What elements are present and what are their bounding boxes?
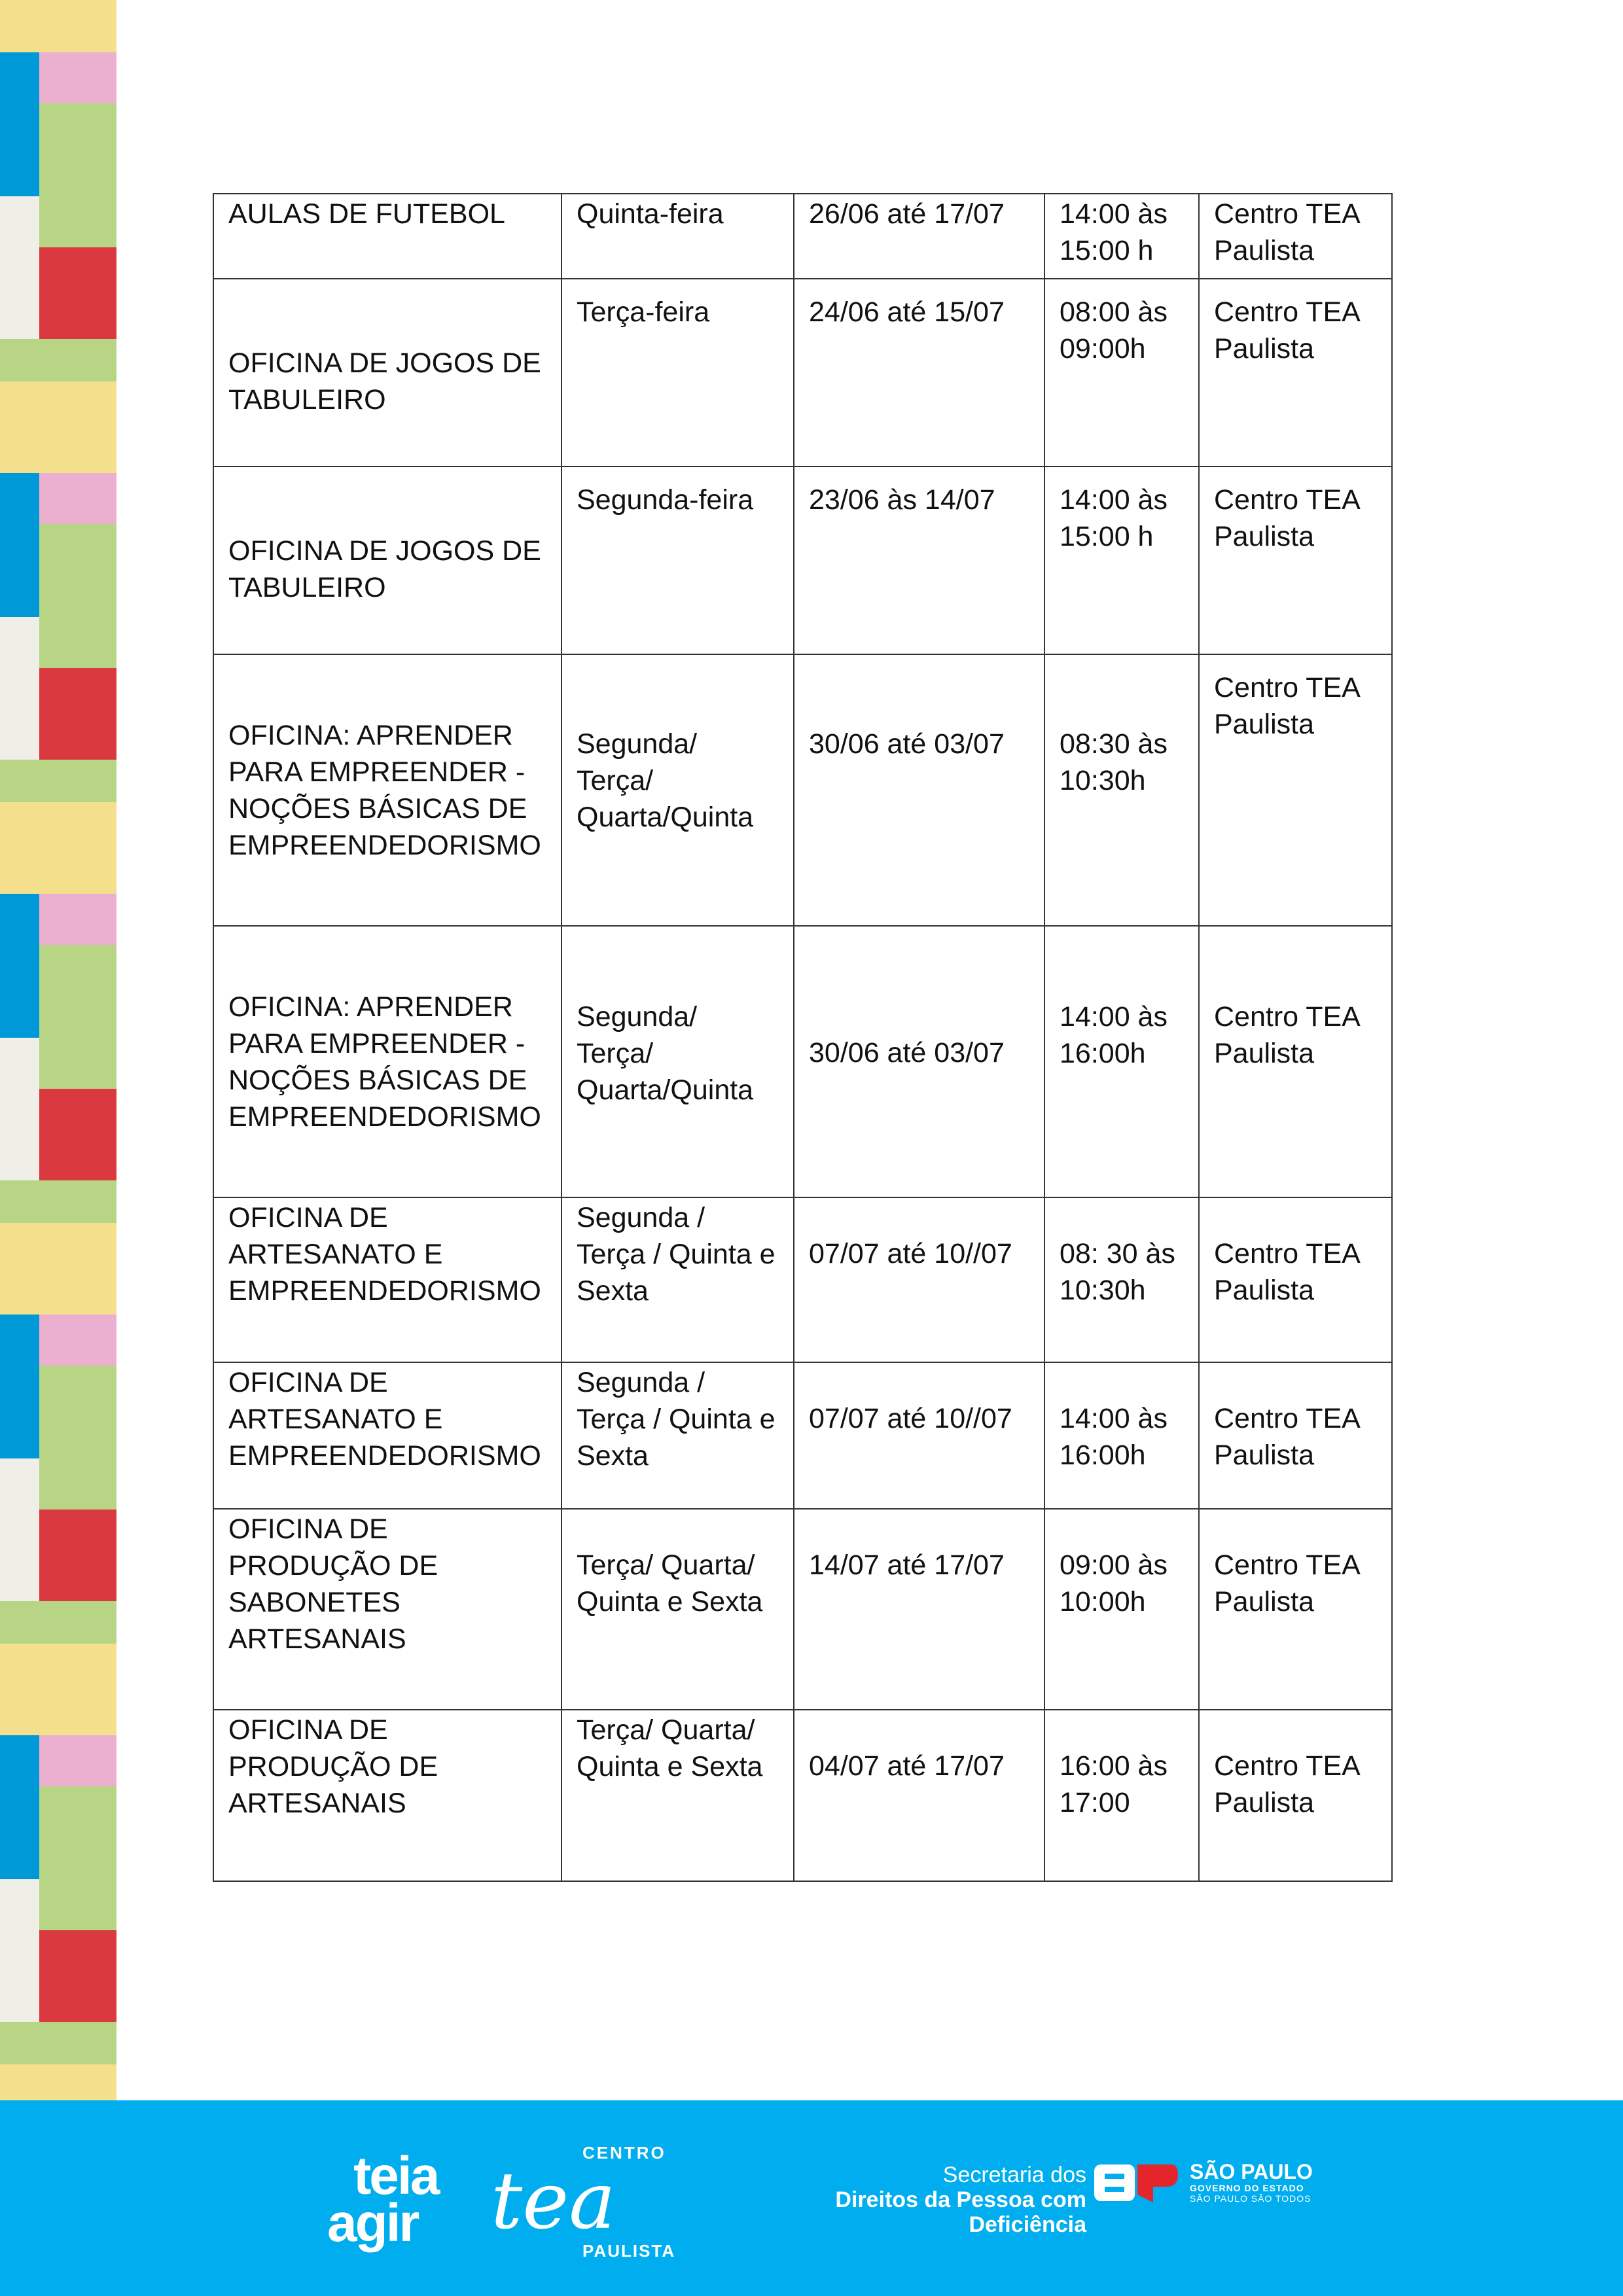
activity-cell: OFICINA DE PRODUÇÃO DE SABONETES ARTESANAIS — [213, 1509, 562, 1710]
stripe-block — [0, 841, 116, 894]
stripe-block — [39, 1735, 116, 1786]
stripe-block — [39, 1089, 116, 1180]
activity-cell: OFICINA DE ARTESANATO E EMPREENDEDORISMO — [213, 1197, 562, 1362]
tea-logo-word: tea — [491, 2156, 616, 2247]
stripe-block — [0, 2022, 116, 2064]
sp-emblem-icon — [1094, 2161, 1179, 2206]
table-row — [213, 1509, 1392, 1710]
table-row — [213, 1362, 1392, 1509]
days-cell: Terça/ Quarta/ Quinta e Sexta — [562, 1710, 794, 1881]
stripe-block — [39, 894, 116, 945]
activity-cell: AULAS DE FUTEBOL — [213, 194, 562, 279]
stripe-block — [39, 1930, 116, 2022]
stripe-block — [0, 381, 116, 421]
table-row — [213, 279, 1392, 467]
gov-title: SÃO PAULO — [1190, 2160, 1313, 2183]
time-cell: 14:00 às 16:00h — [1044, 1362, 1199, 1509]
dates-cell: 30/06 até 03/07 — [794, 654, 1044, 926]
stripe-block — [0, 1735, 39, 1879]
place-cell: Centro TEA Paulista — [1199, 654, 1392, 926]
stripe-block — [0, 1644, 116, 1683]
stripe-block — [39, 1786, 116, 1930]
dates-cell: 23/06 às 14/07 — [794, 467, 1044, 654]
agir-logo-text: agir — [327, 2193, 418, 2253]
decorative-color-stripe — [0, 0, 116, 2100]
gov-subtitle: GOVERNO DO ESTADO — [1190, 2183, 1304, 2193]
place-cell: Centro TEA Paulista — [1199, 1362, 1392, 1509]
days-cell: Terça/ Quarta/ Quinta e Sexta — [562, 1509, 794, 1710]
place-cell: Centro TEA Paulista — [1199, 1509, 1392, 1710]
governo-sp-logo — [1190, 2161, 1313, 2204]
stripe-block — [0, 1223, 116, 1262]
footer-bar — [0, 2100, 1623, 2296]
days-cell: Segunda / Terça / Quinta e Sexta — [562, 1362, 794, 1509]
activity-cell: OFICINA DE ARTESANATO E EMPREENDEDORISMO — [213, 1362, 562, 1509]
days-cell: Terça-feira — [562, 279, 794, 467]
time-cell: 14:00 às 15:00 h — [1044, 467, 1199, 654]
place-cell: Centro TEA Paulista — [1199, 279, 1392, 467]
stripe-block — [0, 894, 39, 1038]
activity-cell: OFICINA: APRENDER PARA EMPREENDER - NOÇÕES BÁSICAS DE EMPREENDEDORISMO — [213, 654, 562, 926]
stripe-block — [39, 668, 116, 760]
activity-cell: OFICINA DE JOGOS DE TABULEIRO — [213, 279, 562, 467]
stripe-block — [39, 1366, 116, 1510]
tea-logo-mark — [491, 2156, 674, 2248]
dates-cell: 24/06 até 15/07 — [794, 279, 1044, 467]
table-row — [213, 1710, 1392, 1881]
stripe-block — [0, 2064, 116, 2100]
secretaria-line1: Secretaria dos — [942, 2163, 1086, 2187]
table-row — [213, 654, 1392, 926]
dates-cell: 07/07 até 10//07 — [794, 1362, 1044, 1509]
tea-logo-paulista: PAULISTA — [582, 2241, 676, 2261]
place-cell: Centro TEA Paulista — [1199, 1710, 1392, 1881]
stripe-block — [0, 1180, 116, 1223]
stripe-block — [39, 52, 116, 103]
table-row — [213, 194, 1392, 279]
place-cell: Centro TEA Paulista — [1199, 467, 1392, 654]
table-row — [213, 467, 1392, 654]
activity-cell: OFICINA DE JOGOS DE TABULEIRO — [213, 467, 562, 654]
stripe-block — [0, 1262, 116, 1315]
stripe-block — [0, 339, 116, 381]
stripe-block — [0, 0, 116, 52]
place-cell: Centro TEA Paulista — [1199, 926, 1392, 1197]
stripe-block — [39, 473, 116, 524]
teia-logo-text: teia — [353, 2146, 438, 2206]
teia-agir-logo — [327, 2146, 438, 2253]
centro-tea-paulista-logo — [491, 2143, 674, 2267]
days-cell: Quinta-feira — [562, 194, 794, 279]
stripe-block — [0, 1458, 39, 1601]
activity-cell: OFICINA: APRENDER PARA EMPREENDER - NOÇÕES BÁSICAS DE EMPREENDEDORISMO — [213, 926, 562, 1197]
stripe-block — [0, 1683, 116, 1735]
dates-cell: 04/07 até 17/07 — [794, 1710, 1044, 1881]
time-cell: 16:00 às 17:00 — [1044, 1710, 1199, 1881]
schedule-table — [213, 193, 1393, 1882]
stripe-block — [0, 802, 116, 841]
stripe-block — [39, 524, 116, 668]
days-cell: Segunda-feira — [562, 467, 794, 654]
stripe-block — [0, 473, 39, 617]
days-cell: Segunda / Terça / Quinta e Sexta — [562, 1197, 794, 1362]
secretaria-line2: Direitos da Pessoa com Deficiência — [835, 2187, 1086, 2237]
time-cell: 14:00 às 16:00h — [1044, 926, 1199, 1197]
schedule-table-container — [213, 193, 1391, 1882]
stripe-block — [39, 247, 116, 339]
tea-logo-centro: CENTRO — [582, 2143, 666, 2163]
stripe-block — [0, 196, 39, 339]
days-cell: Segunda/ Terça/ Quarta/Quinta — [562, 654, 794, 926]
stripe-block — [0, 1038, 39, 1180]
days-cell: Segunda/ Terça/ Quarta/Quinta — [562, 926, 794, 1197]
time-cell: 14:00 às 15:00 h — [1044, 194, 1199, 279]
dates-cell: 30/06 até 03/07 — [794, 926, 1044, 1197]
gov-slogan: SÃO PAULO SÃO TODOS — [1190, 2193, 1311, 2204]
place-cell: Centro TEA Paulista — [1199, 1197, 1392, 1362]
stripe-block — [39, 1510, 116, 1601]
stripe-block — [0, 52, 39, 196]
time-cell: 08:30 às 10:30h — [1044, 654, 1199, 926]
stripe-block — [39, 103, 116, 247]
table-row — [213, 1197, 1392, 1362]
secretaria-logo — [720, 2163, 1086, 2237]
stripe-block — [0, 617, 39, 760]
time-cell: 08:00 às 09:00h — [1044, 279, 1199, 467]
stripe-block — [0, 1315, 39, 1458]
stripe-block — [0, 1879, 39, 2022]
stripe-block — [0, 760, 116, 802]
place-cell: Centro TEA Paulista — [1199, 194, 1392, 279]
time-cell: 09:00 às 10:00h — [1044, 1509, 1199, 1710]
stripe-block — [0, 421, 116, 473]
time-cell: 08: 30 às 10:30h — [1044, 1197, 1199, 1362]
stripe-block — [39, 945, 116, 1089]
stripe-block — [39, 1315, 116, 1366]
stripe-block — [0, 1601, 116, 1644]
table-row — [213, 926, 1392, 1197]
dates-cell: 14/07 até 17/07 — [794, 1509, 1044, 1710]
activity-cell: OFICINA DE PRODUÇÃO DE ARTESANAIS — [213, 1710, 562, 1881]
dates-cell: 26/06 até 17/07 — [794, 194, 1044, 279]
dates-cell: 07/07 até 10//07 — [794, 1197, 1044, 1362]
